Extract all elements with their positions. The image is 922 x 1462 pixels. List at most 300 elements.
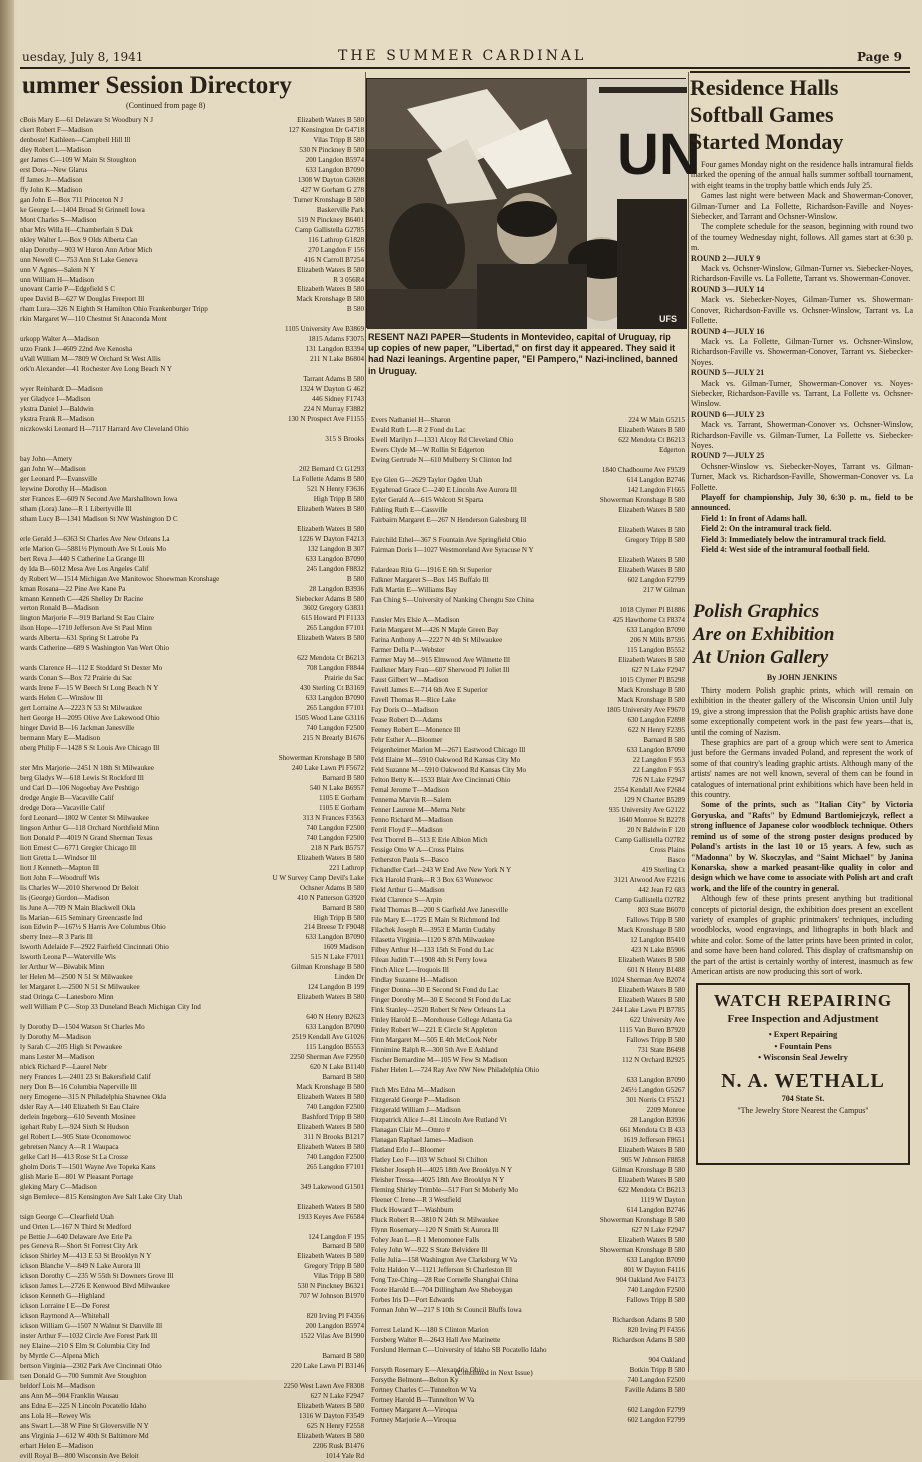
entry-name-home: upee David B—627 W Douglas Freeport Ill: [20, 295, 145, 304]
directory-entry: [20, 884, 364, 894]
entry-name-home: Faulkner Mary Fran—607 Sherwood Pl Joliet Ill: [371, 666, 510, 674]
entry-name-home: lington Marjorie F—919 Barland St Eau Claire: [20, 614, 154, 623]
entry-address-phone: Faville Adams B 580: [624, 1386, 685, 1394]
directory-entry: [371, 435, 685, 445]
directory-entry: [371, 1055, 685, 1065]
entry-address-phone: 220 Lake Lawn Pl B3146: [291, 1362, 364, 1371]
entry-name-home: tsen Donald G—700 Summit Ave Stoughton: [20, 1372, 147, 1381]
entry-name-home: Fleisher Tressa—4025 18th Ave Brooklyn N Y: [371, 1176, 505, 1184]
entry-name-home: Fortney Charles C—Tunnelton W Va: [371, 1386, 477, 1394]
entry-name-home: lingson Arthur G—118 Orchard Northfield Minn: [20, 823, 160, 832]
entry-address-phone: [681, 595, 685, 605]
directory-entry: [371, 595, 685, 605]
entry-name-home: evill Royal B—800 Wisconsin Ave Beloit: [20, 1451, 139, 1460]
directory-entry: [20, 614, 364, 624]
directory-entry: [371, 885, 685, 895]
entry-address-phone: 627 N Lake F2947: [631, 666, 685, 674]
directory-entry: [20, 1093, 364, 1103]
directory-entry: [20, 545, 364, 555]
entry-address-phone: 1815 Adams F3075: [308, 335, 364, 344]
directory-entry: [371, 785, 685, 795]
entry-address-phone: Richardson Adams B 580: [612, 1336, 685, 1344]
entry-address-phone: 211 N Lake B6804: [310, 355, 364, 364]
entry-address-phone: [360, 1223, 364, 1233]
directory-entry: [20, 644, 364, 654]
entry-address-phone: 1316 W Dayton F3549: [299, 1411, 364, 1420]
entry-name-home: Farin Margaret M—426 N Maple Green Bay: [371, 626, 499, 634]
entry-name-home: wards Alberta—631 Spring St Latrobe Pa: [20, 634, 139, 643]
photo-caption: [368, 332, 684, 377]
directory-entry: [371, 1075, 685, 1085]
directory-entry: [371, 945, 685, 955]
entry-name-home: unn William H—Madison: [20, 275, 95, 284]
directory-entry: [20, 983, 364, 993]
entry-name-home: dredge Dora—Vacaville Calif: [20, 803, 105, 812]
directory-entry: [20, 535, 364, 545]
entry-address-phone: 803 State B6070: [637, 906, 685, 914]
entry-address-phone: 740 Langdon F2500: [306, 1102, 364, 1111]
entry-name-home: Fleener C Irene—R 3 Westfield: [371, 1196, 461, 1204]
directory-entry: [20, 1053, 364, 1063]
entry-address-phone: Elizabeth Waters B 580: [618, 556, 685, 564]
directory-entry: [20, 1432, 364, 1442]
entry-name-home: Favell James E—714 6th Ave E Superior: [371, 686, 488, 694]
entry-name-home: lsworth Leona P—Waterville Wis: [20, 953, 116, 962]
entry-address-phone: 315 S Brooks: [325, 435, 364, 443]
entry-address-phone: 622 Mendota Ct B6213: [618, 1186, 685, 1194]
ad-service-item: • Fountain Pens: [774, 1040, 832, 1051]
entry-address-phone: 224 W Main G5215: [628, 416, 685, 424]
entry-name-home: Flanagan Raphael James—Madison: [371, 1136, 474, 1144]
entry-address-phone: Elizabeth Waters B 580: [618, 526, 685, 534]
directory-entry: [371, 1175, 685, 1185]
entry-name-home: Falk Martin E—Williams Bay: [371, 586, 457, 594]
entry-address-phone: Elizabeth Waters B 580: [618, 1146, 685, 1154]
directory-entry: [371, 1005, 685, 1015]
entry-name-home: stham Lucy B—1341 Madison St NW Washington D C: [20, 514, 178, 523]
entry-name-home: ffy John K—Madison: [20, 185, 83, 194]
directory-entry: [20, 1103, 364, 1113]
entry-address-phone: [360, 1372, 364, 1382]
directory-entry: [20, 196, 364, 206]
directory-entry: [371, 1345, 685, 1355]
entry-address-phone: 1119 W Dayton: [640, 1196, 685, 1204]
polish-byline: By JOHN JENKINS: [766, 673, 838, 682]
entry-name-home: Field Arthur G—Madison: [371, 886, 445, 894]
directory-entry: [20, 515, 364, 525]
entry-address-phone: 726 N Lake F2947: [631, 776, 685, 784]
directory-entry: [371, 1105, 685, 1115]
entry-name-home: Favell Thomas R—Rice Lake: [371, 696, 456, 704]
entry-address-phone: Turner Kronshage B 580: [293, 195, 364, 204]
entry-name-home: Fest Thorrel B—513 E Erie Albion Mich: [371, 836, 488, 844]
entry-name-home: [20, 654, 293, 664]
entry-address-phone: 633 Langdon B7090: [626, 746, 685, 754]
entry-name-home: dy Ida B—6012 Mesa Ave Los Angeles Calif: [20, 564, 149, 573]
entry-name-home: bert Reva J—440 S Catherine La Grange Ill: [20, 554, 145, 563]
entry-address-phone: 1840 Chadbourne Ave F9539: [601, 466, 685, 474]
entry-name-home: Fairbairn Margaret E—267 N Henderson Galesburg Ill: [371, 516, 527, 524]
entry-name-home: Fairman Doris I—1027 Westmoreland Ave Syracuse N Y: [371, 546, 534, 554]
entry-name-home: wards Clarence H—112 E Stoddard St Dexter Mo: [20, 664, 163, 673]
entry-name-home: by Myrtle C—Alpena Mich: [20, 1352, 100, 1361]
entry-name-home: ly Dorothy M—Madison: [20, 1033, 91, 1042]
entry-name-home: Evers Nathaniel H—Sharon: [371, 416, 451, 424]
entry-address-phone: 313 N Frances F3563: [302, 813, 364, 822]
entry-name-home: Fay Doris O—Madison: [371, 706, 438, 714]
directory-entry: [20, 933, 364, 943]
directory-entry: [20, 953, 364, 963]
entry-name-home: [371, 1355, 645, 1365]
directory-entry: [371, 655, 685, 665]
entry-address-phone: 1226 W Dayton F4213: [299, 534, 364, 543]
entry-address-phone: 1805 University Ave F9670: [606, 706, 685, 714]
directory-entry: [371, 555, 685, 565]
entry-name-home: und Orten L—167 N Third St Medford: [20, 1222, 131, 1231]
entry-name-home: [20, 445, 360, 455]
directory-entry: [371, 875, 685, 885]
entry-name-home: Folle Julia—158 Washington Ave Clarksburg W Va: [371, 1256, 518, 1264]
entry-address-phone: 602 Langdon F2799: [627, 576, 685, 584]
entry-name-home: ney Elaine—210 S Elm St Columbia City Ind: [20, 1342, 150, 1351]
entry-name-home: Flanagan Clair M—Omro #: [371, 1126, 451, 1134]
entry-name-home: Findlay Suzanne H—Madison: [371, 976, 458, 984]
entry-name-home: Fitzpatrick Alice J—81 Lincoln Ave Rutland Vt: [371, 1116, 507, 1124]
entry-name-home: ans Edna E—225 N Lincoln Pocatello Idaho: [20, 1401, 147, 1410]
entry-address-phone: 217 W Gilman: [643, 586, 685, 594]
entry-name-home: dsler Ray A—140 Elizabeth St Eau Claire: [20, 1102, 140, 1111]
entry-name-home: Finger Donna—30 E Second St Fond du Lac: [371, 986, 499, 994]
entry-address-phone: Elizabeth Waters B 580: [297, 1142, 364, 1151]
entry-address-phone: 112 N Orchard B2925: [622, 1056, 685, 1064]
round-matchups: Mack vs. Siebecker-Noyes, Gilman-Turner vs. Showerman-Conover, Richardson-Faville vs. Ochsner-Winslow, Tarrant vs. La Follette.: [691, 295, 913, 326]
directory-entry: [371, 725, 685, 735]
directory-entry: [371, 1205, 685, 1215]
field-note: Field 3: Immediately below the intramural track field.: [701, 534, 886, 544]
entry-address-phone: [360, 425, 364, 435]
directory-continued-note: (Continued from page 8): [126, 101, 206, 110]
ad-business-name: N. A. WETHALL: [721, 1069, 885, 1092]
directory-entry: [20, 1452, 364, 1462]
directory-entry: [20, 1292, 364, 1302]
polish-article: [691, 686, 913, 977]
entry-address-phone: [360, 445, 364, 455]
softball-headline-line: Started Monday: [690, 129, 844, 154]
directory-entry: [371, 605, 685, 615]
entry-address-phone: 214 Breese Tr F9048: [304, 923, 364, 932]
entry-address-phone: 132 Langdon B 307: [307, 544, 364, 553]
entry-address-phone: [681, 545, 685, 555]
entry-name-home: Ewing Gertrude N—610 Mulberry St Clinton Ind: [371, 456, 512, 464]
directory-entry: [20, 973, 364, 983]
entry-address-phone: Fallows Tripp B 580: [626, 916, 685, 924]
directory-entry: [20, 914, 364, 924]
entry-address-phone: Basco: [667, 856, 685, 864]
entry-name-home: unn Newell C—753 Ann St Lake Geneva: [20, 255, 138, 264]
entry-address-phone: 442 Jean F2 683: [638, 886, 685, 894]
entry-address-phone: 1105 University Ave B3869: [284, 325, 364, 334]
directory-entry: [371, 1185, 685, 1195]
directory-entry: [20, 624, 364, 634]
entry-name-home: ster Mrs Marjorie—2451 N 18th St Milwaukee: [20, 763, 154, 772]
directory-entry: [371, 1285, 685, 1295]
entry-name-home: nberg Philip F—1428 S St Louis Ave Chicago Ill: [20, 744, 160, 753]
entry-name-home: Feld Suzanne M—5910 Oakwood Rd Kansas City Mo: [371, 766, 527, 774]
directory-entry: [371, 1415, 685, 1425]
entry-address-phone: 519 N Pinckney B6401: [297, 215, 364, 224]
directory-entry: [371, 415, 685, 425]
directory-entry: [20, 674, 364, 684]
entry-address-phone: 349 Lakewood G1501: [300, 1182, 364, 1191]
entry-name-home: Felton Betty K—1533 Blair Ave Cincinnati Ohio: [371, 776, 511, 784]
entry-name-home: ckert Robert F—Madison: [20, 125, 93, 134]
entry-address-phone: 446 Sidney F1743: [311, 395, 364, 404]
entry-address-phone: 633 Langdon B7090: [305, 933, 364, 942]
entry-address-phone: 3121 Atwood Ave F2216: [613, 876, 685, 884]
entry-address-phone: Gregory Tripp B 580: [304, 1262, 364, 1271]
entry-name-home: wards Helen C—Winslow Ill: [20, 694, 103, 703]
entry-name-home: Finn Margaret M—505 E 4th McCook Nebr: [371, 1036, 497, 1044]
directory-entry: [20, 1233, 364, 1243]
entry-name-home: [20, 525, 293, 535]
directory-entry: [371, 1225, 685, 1235]
entry-address-phone: 633 Langdon B7090: [305, 694, 364, 703]
entry-address-phone: 801 W Dayton F4116: [623, 1266, 685, 1274]
directory-entry: [20, 1063, 364, 1073]
directory-entry: [20, 1173, 364, 1183]
entry-name-home: Fluck Robert R—3810 N 24th St Milwaukee: [371, 1216, 499, 1224]
directory-entry: [371, 525, 685, 535]
directory-entry: [371, 705, 685, 715]
entry-name-home: gelke Carl H—413 Rose St La Crosse: [20, 1152, 128, 1161]
entry-name-home: Foote Harold E—704 Dillingham Ave Sheboygan: [371, 1286, 513, 1294]
entry-address-phone: 221 Lathrop: [329, 863, 364, 872]
directory-entry: [371, 1215, 685, 1225]
softball-paragraph: Games last night were between Mack and Showerman-Conover, Gilman-Turner and La Follette, Richardson-Faville and Noyes-Siebecker, and Tarrant and Ochsner-Winslow.: [691, 191, 913, 222]
entry-name-home: ison Edwin P—167½ S Harris Ave Columbus Ohio: [20, 923, 166, 932]
directory-entry: [20, 325, 364, 335]
entry-address-phone: Elizabeth Waters B 580: [297, 1092, 364, 1101]
entry-name-home: nlap Dorothy—903 W Huron Ann Arbor Mich: [20, 245, 153, 254]
entry-address-phone: 1324 W Dayton G 462: [299, 385, 364, 394]
directory-entry: [20, 754, 364, 764]
entry-address-phone: [360, 1003, 364, 1013]
entry-name-home: ork'n Alexander—41 Rochester Ave Long Beach N Y: [20, 365, 172, 374]
entry-address-phone: 740 Langdon F2500: [306, 724, 364, 733]
directory-entry: [20, 465, 364, 475]
entry-address-phone: Edgerton: [658, 446, 685, 454]
entry-name-home: Fairchild Ethel—367 S Fountain Ave Springfield Ohio: [371, 536, 527, 544]
directory-entry: [20, 1163, 364, 1173]
round-title: ROUND 4—JULY 16: [691, 326, 765, 336]
directory-entry: [20, 585, 364, 595]
directory-entry: [371, 865, 685, 875]
entry-address-phone: 633 Langdon B7090: [305, 1023, 364, 1032]
directory-entry: [20, 834, 364, 844]
directory-entry: [20, 315, 364, 325]
entry-address-phone: 224 N Murray F3882: [303, 405, 364, 414]
entry-address-phone: 904 Oakland: [648, 1356, 685, 1364]
directory-column-2: [371, 415, 685, 1425]
directory-entry: [371, 1135, 685, 1145]
entry-name-home: ff James Jr—Madison: [20, 175, 83, 184]
directory-entry: [20, 1043, 364, 1053]
entry-name-home: File Mary E—1725 E Main St Richmond Ind: [371, 916, 500, 924]
entry-address-phone: 515 N Lake F7011: [310, 953, 364, 962]
polish-headline-line: Polish Graphics: [693, 601, 820, 622]
entry-address-phone: 423 N Lake B5906: [630, 946, 685, 954]
directory-entry: [20, 565, 364, 575]
entry-address-phone: Elizabeth Waters B 580: [618, 956, 685, 964]
directory-entry: [20, 246, 364, 256]
entry-address-phone: [360, 1193, 364, 1203]
entry-name-home: Fleming Shirley Trimble—517 Fort St Moberly Mo: [371, 1186, 519, 1194]
directory-entry: [20, 1013, 364, 1023]
directory-entry: [371, 1145, 685, 1155]
entry-name-home: Farmer Della P—Webster: [371, 646, 445, 654]
directory-entry: [371, 935, 685, 945]
round-matchups: Ochsner-Winslow vs. Siebecker-Noyes, Tarrant vs. Gilman-Turner, Mack vs. Richardson-Faville, Showerman-Conover vs. La Follette.: [691, 461, 913, 492]
entry-address-phone: 633 Langdon B7090: [626, 626, 685, 634]
round-matchups: Mack vs. Tarrant, Showerman-Conover vs. Ochsner-Winslow, Richardson-Faville vs. Gilman-Turner, La Follette vs. Siebecker-Noyes.: [691, 420, 913, 450]
entry-address-phone: Barnard B 580: [322, 1352, 364, 1361]
entry-address-phone: 740 Langdon F2500: [306, 833, 364, 842]
entry-name-home: ans Lola H—Rewey Wis: [20, 1411, 91, 1420]
entry-name-home: Eye Glen G—2629 Taylor Ogden Utah: [371, 476, 483, 484]
entry-address-phone: 1505 Wood Lane G3116: [294, 714, 364, 723]
entry-name-home: glish Marie E—801 W Pleasant Portage: [20, 1172, 134, 1181]
directory-entry: [371, 815, 685, 825]
directory-entry: [371, 1155, 685, 1165]
entry-name-home: [20, 375, 299, 385]
entry-address-phone: 615 Howard Pl F1133: [301, 614, 364, 623]
softball-paragraph: The complete schedule for the season, beginning with round two of the tourney Wednesday night, follows. All games start at 6:30 p. m.: [691, 222, 913, 253]
entry-name-home: hinger David B—16 Jackman Janesville: [20, 724, 135, 733]
field-note: Field 4: West side of the intramural football field.: [701, 545, 870, 555]
polish-paragraph: Although few of these prints present anything but traditional concepts of pictorial design, the exhibition does present an excellent variety of examples of graphic printmakers' techniques, including woodblocks, wood engravings, and lithographs in both black and white and color. Some of the latter prints have been printed in color, and some have been hand colored. This display of craftsmanship on the part of the artist is certainly worthy of interest, inasmuch as few American artists are now producing this sort of work.: [691, 894, 913, 976]
directory-entry: [20, 664, 364, 674]
directory-column-1: [20, 116, 364, 1462]
entry-name-home: sign Bernlece—815 Kensington Ave Salt Lake City Utah: [20, 1192, 183, 1201]
directory-entry: [20, 285, 364, 295]
directory-entry: [371, 925, 685, 935]
entry-address-phone: R 3 056R4: [333, 275, 364, 284]
entry-address-phone: 215 N Brearly B1676: [302, 734, 364, 743]
entry-address-phone: Mack Kronshage B 580: [617, 926, 685, 934]
entry-name-home: Fleisher Joseph H—4025 18th Ave Brooklyn N Y: [371, 1166, 513, 1174]
directory-entry: [20, 206, 364, 216]
entry-name-home: [371, 605, 615, 615]
directory-entry: [371, 845, 685, 855]
directory-entry: [20, 684, 364, 694]
directory-entry: [20, 744, 364, 754]
directory-entry: [371, 575, 685, 585]
entry-name-home: erhart Helen E—Madison: [20, 1441, 94, 1450]
entry-name-home: lis June A—709 N Main Blackwell Okla: [20, 903, 136, 912]
entry-name-home: yer Gladyce I—Madison: [20, 395, 91, 404]
entry-address-phone: 731 State B6498: [637, 1046, 685, 1054]
directory-entry: [371, 905, 685, 915]
entry-address-phone: 22 Langdon F 953: [632, 756, 685, 764]
entry-name-home: ans Virginia J—612 W 40th St Baltimore Md: [20, 1431, 149, 1440]
entry-name-home: [371, 1075, 623, 1085]
directory-entry: [20, 1282, 364, 1292]
directory-entry: [20, 1153, 364, 1163]
directory-entry: [20, 1003, 364, 1013]
entry-address-phone: 419 Sterling Ct: [641, 866, 685, 874]
directory-entry: [20, 495, 364, 505]
ad-service-item: • Expert Repairing: [768, 1029, 838, 1039]
entry-name-home: Fitzgerald William J—Madison: [371, 1106, 461, 1114]
round-title: ROUND 7—JULY 25: [691, 451, 765, 461]
directory-entry: [371, 1125, 685, 1135]
entry-address-phone: 630 Langdon F2898: [627, 716, 685, 724]
entry-name-home: erle Gerald J—6363 St Charles Ave New Orleans La: [20, 534, 170, 543]
entry-name-home: Falkner Margaret S—Box 145 Buffalo Ill: [371, 576, 489, 584]
entry-name-home: Filbey Arthur H—133 15th St Fond du Lac: [371, 946, 494, 954]
entry-address-phone: 640 N Henry B2623: [306, 1013, 364, 1022]
directory-entry: [20, 1402, 364, 1412]
entry-address-phone: Elizabeth Waters B 580: [297, 1431, 364, 1440]
directory-entry: [20, 365, 364, 375]
entry-address-phone: 602 Langdon F2799: [627, 1406, 685, 1414]
watch-repair-ad: [696, 983, 910, 1165]
entry-name-home: pes Geneva R—Short St Forrest City Ark: [20, 1242, 138, 1251]
entry-name-home: ford Leonard—1802 W Center St Milwaukee: [20, 813, 149, 822]
entry-address-phone: 633 Langdon B7090: [305, 165, 364, 174]
entry-address-phone: 521 N Henry F3636: [307, 484, 364, 493]
entry-name-home: denboste! Kathleen—Campbell Hill Ill: [20, 135, 131, 144]
directory-entry: [20, 1372, 364, 1382]
entry-name-home: Flatley Leo F—103 W School St Chilton: [371, 1156, 488, 1164]
entry-address-phone: 142 Langdon F1665: [627, 486, 685, 494]
entry-address-phone: Vilas Tripp B 580: [313, 1272, 364, 1281]
directory-entry: [20, 1123, 364, 1133]
entry-address-phone: 265 Langdon F7101: [306, 1162, 364, 1171]
entry-address-phone: Barnard B 580: [322, 903, 364, 912]
directory-entry: [371, 1235, 685, 1245]
entry-address-phone: [681, 1065, 685, 1075]
photo-sign-text: UN: [617, 122, 701, 187]
entry-address-phone: Elizabeth Waters B 580: [618, 566, 685, 574]
polish-headline: [693, 600, 913, 669]
entry-name-home: Eygabroad Grace C—240 E Lincoln Ave Aurora Ill: [371, 486, 517, 494]
entry-name-home: Mont Charles S—Madison: [20, 215, 97, 224]
directory-entry: [371, 715, 685, 725]
entry-address-phone: Camp Gallistella O27R2: [614, 896, 685, 904]
entry-address-phone: 130 N Prospect Ave F1155: [287, 415, 364, 424]
entry-address-phone: 1018 Clymer Pl B1886: [619, 606, 685, 614]
entry-name-home: pe Bettie J—640 Delaware Ave Erie Pa: [20, 1232, 132, 1241]
directory-entry: [20, 425, 364, 435]
entry-name-home: stham (Lora) Jane—R 1 Libertyville Ill: [20, 504, 132, 513]
photo-credit: UFS: [659, 314, 677, 324]
directory-entry: [371, 1265, 685, 1275]
directory-entry: [20, 864, 364, 874]
entry-address-phone: 740 Langdon F2500: [306, 1152, 364, 1161]
entry-name-home: Ewers Clyde M—W Rollin St Edgerton: [371, 446, 485, 454]
entry-address-phone: 622 University Ave: [629, 1016, 685, 1024]
entry-name-home: [371, 1315, 608, 1325]
entry-name-home: urkopp Walter A—Madison: [20, 335, 99, 344]
round-title: ROUND 6—JULY 23: [691, 409, 765, 419]
directory-entry: [20, 455, 364, 465]
directory-entry: [371, 535, 685, 545]
entry-address-phone: 270 Langdon F 156: [308, 245, 364, 254]
entry-name-home: Faust Gilbert W—Madison: [371, 676, 449, 684]
field-note: Field 2: On the intramural track field.: [701, 524, 832, 534]
masthead-date: uesday, July 8, 1941: [22, 50, 144, 64]
